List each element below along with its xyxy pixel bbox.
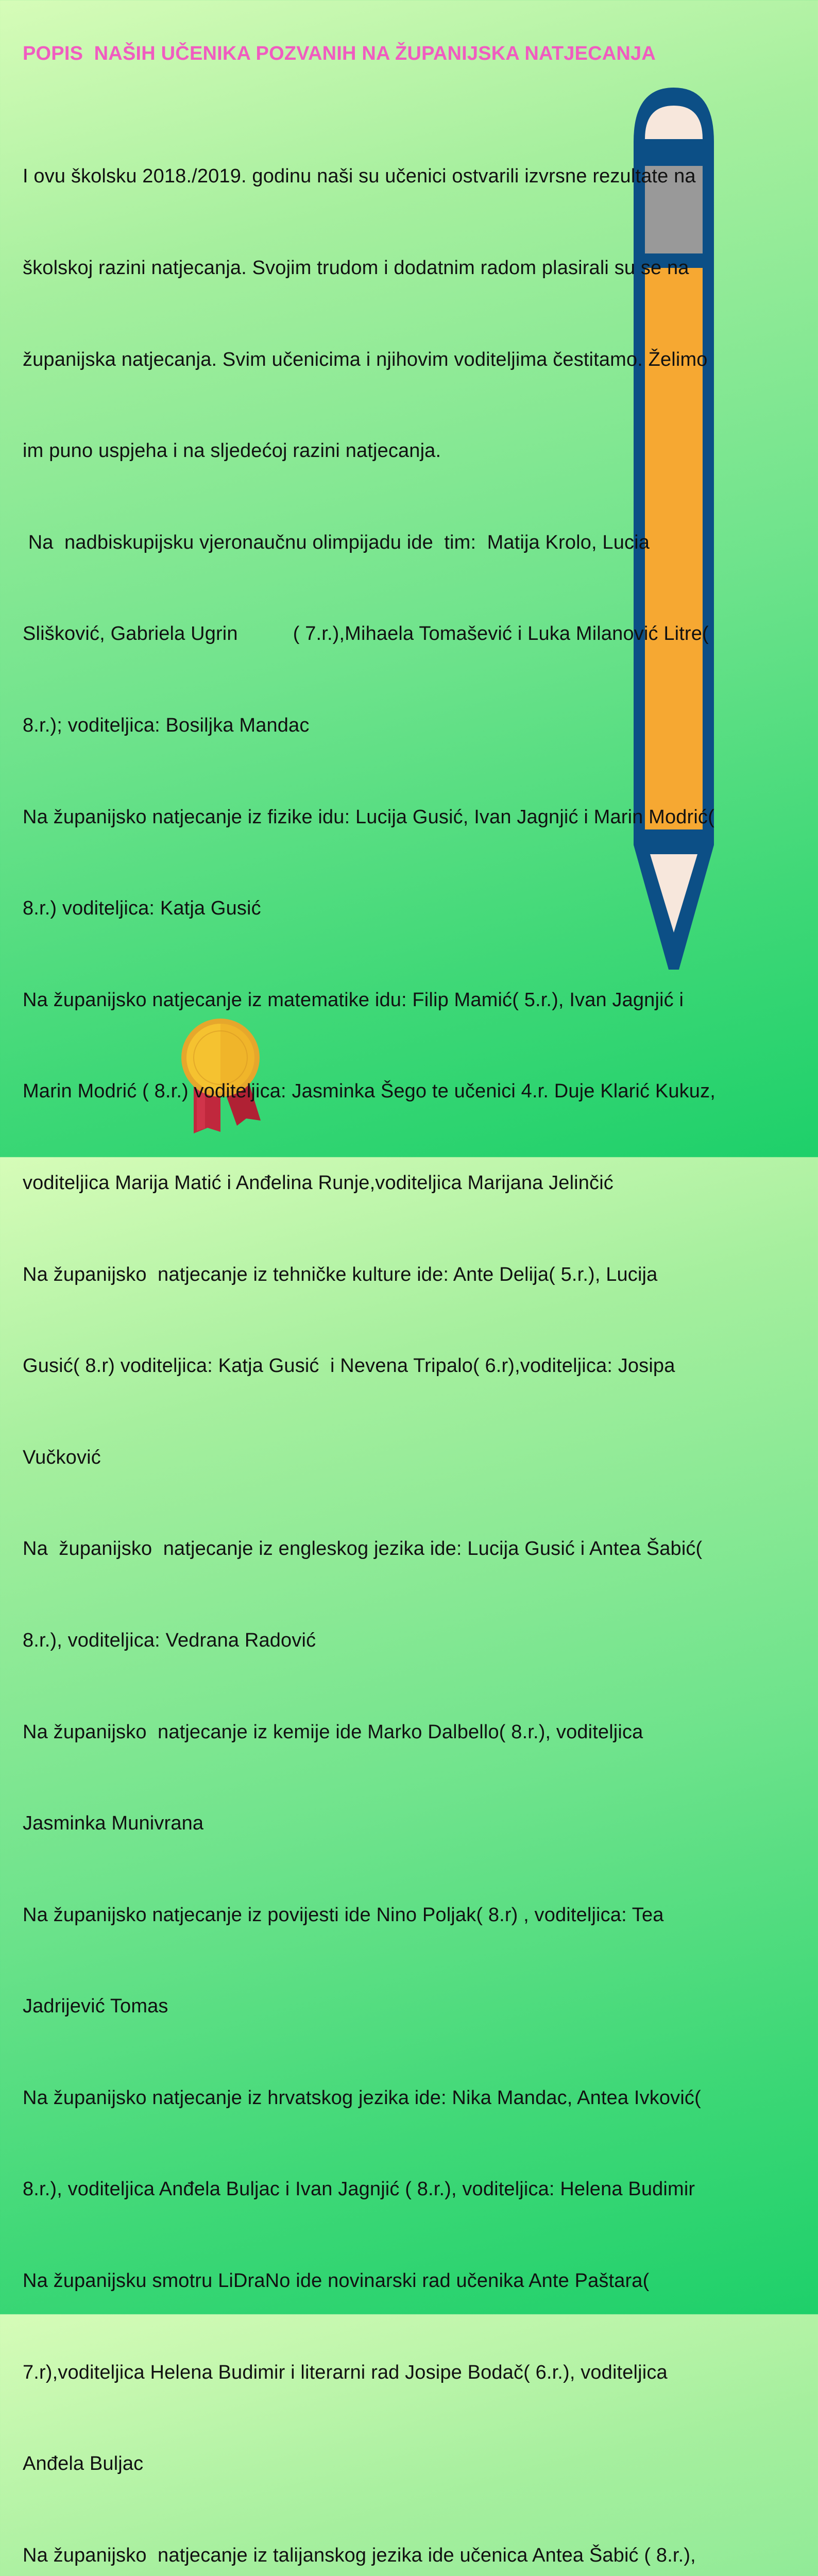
text-line: 8.r.), voditeljica: Vedrana Radović xyxy=(23,1629,316,1651)
text-line: Gusić( 8.r) voditeljica: Katja Gusić i Nevena Tripalo( 6.r),voditeljica: Josipa xyxy=(23,1355,675,1377)
text-line: Na županijsku smotru LiDraNo ide novinarski rad učenika Ante Paštara( xyxy=(23,2270,650,2292)
text-line: Vučković xyxy=(23,1446,101,1468)
text-line: Na županijsko natjecanje iz matematike idu: Filip Mamić( 5.r.), Ivan Jagnjić i xyxy=(23,989,684,1011)
text-line: 7.r),voditeljica Helena Budimir i literarni rad Josipe Bodač( 6.r.), voditeljica xyxy=(23,2361,668,2383)
text-line: Na županijsko natjecanje iz engleskog jezika ide: Lucija Gusić i Antea Šabić( xyxy=(23,1538,703,1560)
document-body xyxy=(23,100,806,2576)
text-line: I ovu školsku 2018./2019. godinu naši su učenici ostvarili izvrsne rezultate na xyxy=(23,165,696,188)
text-line: Marin Modrić ( 8.r.) voditeljica: Jasminka Šego te učenici 4.r. Duje Klarić Kukuz, xyxy=(23,1080,715,1103)
text-line: školskoj razini natjecanja. Svojim trudom i dodatnim radom plasirali su se na xyxy=(23,257,689,279)
text-line: Jadrijević Tomas xyxy=(23,1995,168,2018)
text-line: Anđela Buljac xyxy=(23,2453,144,2475)
text-line: Na županijsko natjecanje iz tehničke kulture ide: Ante Delija( 5.r.), Lucija xyxy=(23,1263,658,1285)
text-line: Na županijsko natjecanje iz hrvatskog jezika ide: Nika Mandac, Antea Ivković( xyxy=(23,2087,701,2109)
text-line: Na županijsko natjecanje iz povijesti ide Nino Poljak( 8.r) , voditeljica: Tea xyxy=(23,1904,664,1926)
text-line: Jasminka Munivrana xyxy=(23,1812,204,1835)
text-line: Na nadbiskupijsku vjeronaučnu olimpijadu ide tim: Matija Krolo, Lucia xyxy=(23,531,650,553)
text-line: 8.r.), voditeljica Anđela Buljac i Ivan Jagnjić ( 8.r.), voditeljica: Helena Budimir xyxy=(23,2178,695,2200)
text-line: Na županijsko natjecanje iz talijanskog jezika ide učenica Antea Šabić ( 8.r.), xyxy=(23,2544,696,2566)
text-line: Slišković, Gabriela Ugrin ( 7.r.),Mihaela Tomašević i Luka Milanović Litre( xyxy=(23,623,709,645)
text-line: županijska natjecanja. Svim učenicima i njihovim voditeljima čestitamo. Želimo xyxy=(23,348,708,370)
page-title: POPIS NAŠIH UČENIKA POZVANIH NA ŽUPANIJSKA NATJECANJA xyxy=(23,43,656,64)
text-line: voditeljica Marija Matić i Anđelina Runje,voditeljica Marijana Jelinčić xyxy=(23,1172,614,1194)
text-line: 8.r.); voditeljica: Bosiljka Mandac xyxy=(23,714,310,736)
text-line: im puno uspjeha i na sljedećoj razini natjecanja. xyxy=(23,440,441,462)
document-content xyxy=(23,40,806,2576)
text-line: Na županijsko natjecanje iz fizike idu: Lucija Gusić, Ivan Jagnjić i Marin Modrić( xyxy=(23,806,714,828)
text-line: Na županijsko natjecanje iz kemije ide Marko Dalbello( 8.r.), voditeljica xyxy=(23,1721,643,1743)
text-line: 8.r.) voditeljica: Katja Gusić xyxy=(23,897,261,920)
